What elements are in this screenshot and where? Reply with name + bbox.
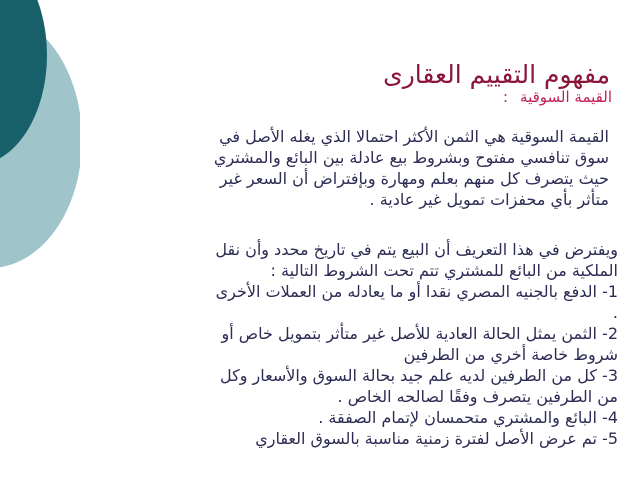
slide-title: مفهوم التقييم العقارى: [383, 60, 610, 89]
condition-text: الدفع بالجنيه المصري نقدا أو ما يعادله من العملات الأخرى: [215, 282, 597, 301]
condition-number: 4-: [602, 408, 618, 427]
subtitle-colon: :: [502, 88, 509, 106]
paragraph1-line: حيث يتصرف كل منهم بعلم ومهارة وبإفتراض أن السعر غير: [219, 169, 609, 188]
condition-number: 3-: [602, 366, 618, 385]
condition-item: [40, 428, 618, 449]
paragraph2-line: ويفترض في هذا التعريف أن البيع يتم في تاريخ محدد وأن نقل: [215, 240, 618, 259]
paragraph1-line: القيمة السوقية هي الثمن الأكثر احتمالا الذي يغله الأصل في: [219, 127, 609, 146]
condition-continuation: .: [612, 303, 618, 322]
paragraph-gap: [40, 210, 618, 239]
condition-item: [40, 365, 618, 386]
paragraph1-line: سوق تنافسي مفتوح وبشروط بيع عادلة بين البائع والمشتري: [213, 148, 609, 167]
condition-item: [40, 323, 618, 344]
paragraph1-line: متأثر بأي محفزات تمويل غير عادية .: [369, 190, 609, 209]
subtitle-text: القيمة السوقية: [520, 88, 612, 106]
slide-body: [40, 126, 618, 449]
condition-text: البائع والمشتري متحمسان لإتمام الصفقة .: [318, 408, 597, 427]
condition-item: [40, 407, 618, 428]
condition-continuation: من الطرفين يتصرف وفقًا لصالحه الخاص .: [337, 387, 618, 406]
condition-text: كل من الطرفين لديه علم جيد بحالة السوق والأسعار وكل: [219, 366, 597, 385]
slide-subtitle: [420, 87, 612, 107]
condition-text: تم عرض الأصل لفترة زمنية مناسبة بالسوق العقاري: [255, 429, 597, 448]
condition-continuation: شروط خاصة أخري من الطرفين: [403, 345, 618, 364]
condition-text: الثمن يمثل الحالة العادية للأصل غير متأثر بتمويل خاص أو: [221, 324, 597, 343]
condition-number: 1-: [602, 282, 618, 301]
condition-number: 2-: [602, 324, 618, 343]
condition-number: 5-: [602, 429, 618, 448]
condition-item: [40, 281, 618, 302]
paragraph2-line: الملكية من البائع للمشتري تتم تحت الشروط التالية :: [270, 261, 618, 280]
